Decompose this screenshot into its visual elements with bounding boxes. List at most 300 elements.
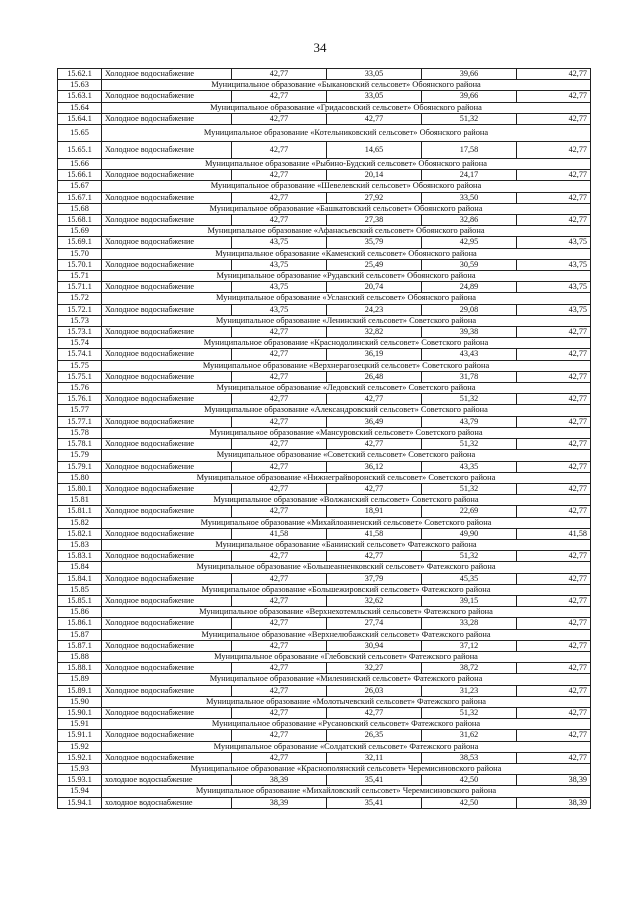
row-code: 15.89 [58, 674, 102, 685]
tariff-value: 42,77 [232, 685, 327, 696]
municipality-header-row [58, 248, 591, 259]
tariff-value: 41,58 [232, 528, 327, 539]
tariff-value: 20,74 [327, 282, 422, 293]
service-name: Холодное водоснабжение [102, 573, 232, 584]
table-row [58, 349, 591, 360]
municipality-title: Муниципальное образование «Мансуровский сельсовет» Советского района [102, 427, 591, 438]
municipality-header-row [58, 763, 591, 774]
municipality-header-row [58, 159, 591, 170]
tariff-value: 33,05 [327, 91, 422, 102]
municipality-title: Муниципальное образование «Михайлоанненский сельсовет» Советского района [102, 517, 591, 528]
row-code: 15.71 [58, 271, 102, 282]
service-name: Холодное водоснабжение [102, 730, 232, 741]
municipality-title: Муниципальное образование «Гридасовский сельсовет» Обоянского района [102, 102, 591, 113]
tariff-value: 42,77 [232, 707, 327, 718]
row-code: 15.64 [58, 102, 102, 113]
municipality-header-row [58, 271, 591, 282]
tariff-value: 42,77 [517, 215, 591, 226]
tariff-value: 42,77 [517, 506, 591, 517]
tariff-value: 42,77 [232, 573, 327, 584]
table-row [58, 113, 591, 124]
tariff-value: 27,38 [327, 215, 422, 226]
row-code: 15.90 [58, 696, 102, 707]
municipality-title: Муниципальное образование «Усланский сельсовет» Обоянского района [102, 293, 591, 304]
municipality-title: Муниципальное образование «Верхнерагозецкий сельсовет» Советского района [102, 360, 591, 371]
municipality-header-row [58, 383, 591, 394]
row-code: 15.65 [58, 125, 102, 142]
tariff-value: 42,50 [422, 775, 517, 786]
table-row [58, 416, 591, 427]
row-code: 15.94.1 [58, 797, 102, 808]
row-code: 15.67 [58, 181, 102, 192]
tariff-value: 38,39 [232, 775, 327, 786]
municipality-header-row [58, 607, 591, 618]
tariff-value: 42,77 [232, 416, 327, 427]
municipality-header-row [58, 495, 591, 506]
row-code: 15.72.1 [58, 304, 102, 315]
row-code: 15.73 [58, 315, 102, 326]
tariff-value: 33,50 [422, 192, 517, 203]
tariff-value: 42,77 [232, 730, 327, 741]
tariff-value: 43,35 [422, 461, 517, 472]
tariff-value: 35,41 [327, 775, 422, 786]
row-code: 15.71.1 [58, 282, 102, 293]
service-name: Холодное водоснабжение [102, 528, 232, 539]
tariff-value: 42,77 [232, 113, 327, 124]
municipality-header-row [58, 293, 591, 304]
service-name: Холодное водоснабжение [102, 69, 232, 80]
tariff-value: 27,92 [327, 192, 422, 203]
tariff-value: 36,12 [327, 461, 422, 472]
tariff-value: 42,50 [422, 797, 517, 808]
municipality-header-row [58, 786, 591, 797]
table-row [58, 170, 591, 181]
tariff-value: 42,77 [327, 483, 422, 494]
service-name: Холодное водоснабжение [102, 142, 232, 159]
tariff-value: 24,17 [422, 170, 517, 181]
table-row [58, 371, 591, 382]
municipality-title: Муниципальное образование «Ленинский сельсовет» Советского района [102, 315, 591, 326]
tariff-value: 49,90 [422, 528, 517, 539]
municipality-title: Муниципальное образование «Быкановский сельсовет» Обоянского района [102, 80, 591, 91]
municipality-header-row [58, 427, 591, 438]
municipality-title: Муниципальное образование «Краснополянский сельсовет» Черемисиновского района [102, 763, 591, 774]
municipality-header-row [58, 450, 591, 461]
tariff-value: 43,75 [517, 259, 591, 270]
row-code: 15.88.1 [58, 663, 102, 674]
service-name: Холодное водоснабжение [102, 237, 232, 248]
table-row [58, 775, 591, 786]
tariff-value: 31,62 [422, 730, 517, 741]
table-row [58, 215, 591, 226]
row-code: 15.63 [58, 80, 102, 91]
service-name: холодное водоснабжение [102, 797, 232, 808]
service-name: Холодное водоснабжение [102, 170, 232, 181]
municipality-header-row [58, 203, 591, 214]
tariff-value: 42,77 [232, 371, 327, 382]
tariff-value: 42,77 [517, 327, 591, 338]
row-code: 15.75.1 [58, 371, 102, 382]
tariff-value: 42,77 [232, 69, 327, 80]
tariff-value: 42,77 [327, 707, 422, 718]
tariff-value: 38,53 [422, 752, 517, 763]
municipality-title: Муниципальное образование «Котельниковский сельсовет» Обоянского района [102, 125, 591, 142]
service-name: Холодное водоснабжение [102, 752, 232, 763]
row-code: 15.94 [58, 786, 102, 797]
tariff-value: 32,11 [327, 752, 422, 763]
municipality-header-row [58, 472, 591, 483]
municipality-title: Муниципальное образование «Михайловский сельсовет» Черемисиновского района [102, 786, 591, 797]
municipality-header-row [58, 629, 591, 640]
service-name: Холодное водоснабжение [102, 461, 232, 472]
row-code: 15.70.1 [58, 259, 102, 270]
tariff-value: 32,86 [422, 215, 517, 226]
row-code: 15.91 [58, 719, 102, 730]
tariff-value: 42,77 [232, 439, 327, 450]
row-code: 15.84.1 [58, 573, 102, 584]
tariff-value: 33,28 [422, 618, 517, 629]
tariff-value: 30,59 [422, 259, 517, 270]
tariff-value: 26,35 [327, 730, 422, 741]
tariff-value: 42,77 [232, 394, 327, 405]
row-code: 15.68.1 [58, 215, 102, 226]
tariff-value: 39,66 [422, 91, 517, 102]
tariff-value: 42,77 [232, 551, 327, 562]
tariff-value: 42,77 [327, 113, 422, 124]
tariff-value: 37,12 [422, 640, 517, 651]
tariff-value: 29,08 [422, 304, 517, 315]
row-code: 15.79.1 [58, 461, 102, 472]
row-code: 15.68 [58, 203, 102, 214]
municipality-header-row [58, 562, 591, 573]
service-name: Холодное водоснабжение [102, 551, 232, 562]
row-code: 15.76.1 [58, 394, 102, 405]
table-row [58, 237, 591, 248]
tariff-value: 42,77 [517, 461, 591, 472]
tariff-value: 42,77 [517, 192, 591, 203]
municipality-header-row [58, 360, 591, 371]
tariff-value: 42,77 [232, 192, 327, 203]
tariff-value: 42,77 [517, 371, 591, 382]
municipality-header-row [58, 651, 591, 662]
service-name: Холодное водоснабжение [102, 192, 232, 203]
tariff-value: 42,77 [517, 91, 591, 102]
row-code: 15.78.1 [58, 439, 102, 450]
tariff-value: 42,77 [517, 349, 591, 360]
municipality-header-row [58, 338, 591, 349]
municipality-title: Муниципальное образование «Афанасьевский сельсовет» Обоянского района [102, 226, 591, 237]
municipality-title: Муниципальное образование «Большеанненковский сельсовет» Фатежского района [102, 562, 591, 573]
row-code: 15.70 [58, 248, 102, 259]
municipality-title: Муниципальное образование «Шевелевский сельсовет» Обоянского района [102, 181, 591, 192]
tariff-value: 42,77 [517, 752, 591, 763]
municipality-title: Муниципальное образование «Советский сельсовет» Советского района [102, 450, 591, 461]
municipality-title: Муниципальное образование «Александровский сельсовет» Советского района [102, 405, 591, 416]
row-code: 15.86.1 [58, 618, 102, 629]
table-row [58, 142, 591, 159]
municipality-header-row [58, 405, 591, 416]
row-code: 15.74.1 [58, 349, 102, 360]
tariff-value: 51,32 [422, 439, 517, 450]
tariff-value: 51,32 [422, 394, 517, 405]
table-row [58, 707, 591, 718]
table-row [58, 663, 591, 674]
row-code: 15.67.1 [58, 192, 102, 203]
tariff-value: 26,48 [327, 371, 422, 382]
tariff-value: 36,19 [327, 349, 422, 360]
municipality-title: Муниципальное образование «Молотычевский сельсовет» Фатежского района [102, 696, 591, 707]
tariff-value: 38,72 [422, 663, 517, 674]
tariff-value: 51,32 [422, 483, 517, 494]
row-code: 15.79 [58, 450, 102, 461]
row-code: 15.85.1 [58, 595, 102, 606]
municipality-title: Муниципальное образование «Нижнеграйворонский сельсовет» Советского района [102, 472, 591, 483]
table-row [58, 483, 591, 494]
tariff-value: 42,77 [517, 170, 591, 181]
tariff-value: 43,43 [422, 349, 517, 360]
tariff-value: 17,58 [422, 142, 517, 159]
service-name: Холодное водоснабжение [102, 327, 232, 338]
tariff-value: 43,75 [517, 282, 591, 293]
tariff-value: 42,77 [517, 483, 591, 494]
tariff-value: 42,77 [517, 595, 591, 606]
tariff-value: 42,77 [517, 685, 591, 696]
tariff-value: 42,77 [517, 730, 591, 741]
tariff-value: 51,32 [422, 113, 517, 124]
table-row [58, 573, 591, 584]
row-code: 15.69.1 [58, 237, 102, 248]
service-name: Холодное водоснабжение [102, 282, 232, 293]
row-code: 15.89.1 [58, 685, 102, 696]
tariff-value: 42,77 [232, 170, 327, 181]
municipality-header-row [58, 181, 591, 192]
service-name: Холодное водоснабжение [102, 595, 232, 606]
service-name: Холодное водоснабжение [102, 506, 232, 517]
service-name: Холодное водоснабжение [102, 91, 232, 102]
row-code: 15.73.1 [58, 327, 102, 338]
municipality-header-row [58, 696, 591, 707]
tariff-value: 18,91 [327, 506, 422, 517]
row-code: 15.91.1 [58, 730, 102, 741]
tariff-value: 42,77 [517, 551, 591, 562]
table-row [58, 595, 591, 606]
service-name: Холодное водоснабжение [102, 349, 232, 360]
tariff-value: 42,77 [517, 618, 591, 629]
municipality-title: Муниципальное образование «Ледовский сельсовет» Советского района [102, 383, 591, 394]
tariff-value: 42,77 [517, 640, 591, 651]
municipality-header-row [58, 674, 591, 685]
row-code: 15.81 [58, 495, 102, 506]
tariff-value: 42,77 [327, 551, 422, 562]
table-row [58, 797, 591, 808]
row-code: 15.80 [58, 472, 102, 483]
tariff-value: 32,27 [327, 663, 422, 674]
municipality-header-row [58, 102, 591, 113]
tariff-value: 38,39 [517, 775, 591, 786]
row-code: 15.92.1 [58, 752, 102, 763]
row-code: 15.66 [58, 159, 102, 170]
tariff-value: 43,75 [517, 237, 591, 248]
municipality-title: Муниципальное образование «Большежировский сельсовет» Фатежского района [102, 584, 591, 595]
municipality-header-row [58, 226, 591, 237]
tariff-value: 42,77 [517, 663, 591, 674]
table-row [58, 461, 591, 472]
tariff-value: 31,23 [422, 685, 517, 696]
table-row [58, 685, 591, 696]
tariff-table [57, 68, 591, 809]
tariff-value: 42,77 [232, 142, 327, 159]
tariff-value: 51,32 [422, 707, 517, 718]
municipality-title: Муниципальное образование «Русановский сельсовет» Фатежского района [102, 719, 591, 730]
tariff-value: 39,15 [422, 595, 517, 606]
row-code: 15.65.1 [58, 142, 102, 159]
service-name: Холодное водоснабжение [102, 394, 232, 405]
municipality-title: Муниципальное образование «Верхнелюбажский сельсовет» Фатежского района [102, 629, 591, 640]
table-row [58, 752, 591, 763]
service-name: Холодное водоснабжение [102, 215, 232, 226]
tariff-value: 42,77 [232, 618, 327, 629]
municipality-header-row [58, 584, 591, 595]
tariff-value: 43,75 [232, 259, 327, 270]
municipality-title: Муниципальное образование «Краснодолинский сельсовет» Советского района [102, 338, 591, 349]
tariff-value: 42,77 [517, 416, 591, 427]
tariff-value: 42,77 [232, 506, 327, 517]
row-code: 15.78 [58, 427, 102, 438]
tariff-value: 38,39 [232, 797, 327, 808]
row-code: 15.90.1 [58, 707, 102, 718]
row-code: 15.81.1 [58, 506, 102, 517]
service-name: Холодное водоснабжение [102, 113, 232, 124]
service-name: Холодное водоснабжение [102, 685, 232, 696]
tariff-value: 35,41 [327, 797, 422, 808]
service-name: Холодное водоснабжение [102, 304, 232, 315]
table-row [58, 91, 591, 102]
table-row [58, 528, 591, 539]
table-row [58, 259, 591, 270]
tariff-value: 35,79 [327, 237, 422, 248]
service-name: Холодное водоснабжение [102, 259, 232, 270]
tariff-value: 39,66 [422, 69, 517, 80]
row-code: 15.86 [58, 607, 102, 618]
tariff-value: 43,75 [232, 304, 327, 315]
municipality-header-row [58, 517, 591, 528]
municipality-title: Муниципальное образование «Рыбино-Будский сельсовет» Обоянского района [102, 159, 591, 170]
tariff-value: 32,62 [327, 595, 422, 606]
table-row [58, 439, 591, 450]
tariff-value: 42,77 [517, 113, 591, 124]
tariff-value: 22,69 [422, 506, 517, 517]
service-name: Холодное водоснабжение [102, 618, 232, 629]
table-row [58, 394, 591, 405]
tariff-value: 42,95 [422, 237, 517, 248]
tariff-value: 45,35 [422, 573, 517, 584]
row-code: 15.80.1 [58, 483, 102, 494]
row-code: 15.93 [58, 763, 102, 774]
tariff-value: 37,79 [327, 573, 422, 584]
row-code: 15.75 [58, 360, 102, 371]
municipality-title: Муниципальное образование «Миленинский сельсовет» Фатежского района [102, 674, 591, 685]
tariff-value: 43,75 [517, 304, 591, 315]
tariff-value: 42,77 [232, 752, 327, 763]
table-row [58, 327, 591, 338]
tariff-value: 42,77 [327, 439, 422, 450]
tariff-value: 33,05 [327, 69, 422, 80]
row-code: 15.62.1 [58, 69, 102, 80]
tariff-value: 43,75 [232, 237, 327, 248]
municipality-title: Муниципальное образование «Банинский сельсовет» Фатежского района [102, 539, 591, 550]
municipality-title: Муниципальное образование «Солдатский сельсовет» Фатежского района [102, 741, 591, 752]
row-code: 15.87 [58, 629, 102, 640]
tariff-value: 38,39 [517, 797, 591, 808]
tariff-value: 42,77 [517, 69, 591, 80]
table-row [58, 192, 591, 203]
tariff-value: 42,77 [517, 573, 591, 584]
tariff-value: 42,77 [232, 91, 327, 102]
tariff-value: 41,58 [517, 528, 591, 539]
tariff-value: 42,77 [327, 394, 422, 405]
service-name: Холодное водоснабжение [102, 663, 232, 674]
tariff-value: 51,32 [422, 551, 517, 562]
municipality-title: Муниципальное образование «Глебовский сельсовет» Фатежского района [102, 651, 591, 662]
row-code: 15.88 [58, 651, 102, 662]
tariff-value: 39,38 [422, 327, 517, 338]
tariff-value: 24,23 [327, 304, 422, 315]
tariff-value: 42,77 [232, 349, 327, 360]
tariff-value: 32,82 [327, 327, 422, 338]
row-code: 15.82.1 [58, 528, 102, 539]
service-name: холодное водоснабжение [102, 775, 232, 786]
table-row [58, 618, 591, 629]
row-code: 15.77 [58, 405, 102, 416]
municipality-title: Муниципальное образование «Рудавский сельсовет» Обоянского района [102, 271, 591, 282]
tariff-value: 25,49 [327, 259, 422, 270]
table-row [58, 304, 591, 315]
tariff-value: 31,78 [422, 371, 517, 382]
tariff-value: 42,77 [232, 483, 327, 494]
page-number: 34 [313, 40, 327, 55]
tariff-value: 42,77 [517, 394, 591, 405]
row-code: 15.66.1 [58, 170, 102, 181]
table-row [58, 551, 591, 562]
tariff-value: 42,77 [232, 640, 327, 651]
row-code: 15.77.1 [58, 416, 102, 427]
municipality-title: Муниципальное образование «Волжанский сельсовет» Советского района [102, 495, 591, 506]
row-code: 15.93.1 [58, 775, 102, 786]
municipality-header-row [58, 719, 591, 730]
municipality-header-row [58, 80, 591, 91]
tariff-value: 26,03 [327, 685, 422, 696]
row-code: 15.74 [58, 338, 102, 349]
row-code: 15.92 [58, 741, 102, 752]
tariff-value: 41,58 [327, 528, 422, 539]
row-code: 15.84 [58, 562, 102, 573]
municipality-header-row [58, 125, 591, 142]
tariff-value: 14,65 [327, 142, 422, 159]
service-name: Холодное водоснабжение [102, 483, 232, 494]
row-code: 15.83 [58, 539, 102, 550]
table-row [58, 282, 591, 293]
tariff-value: 20,14 [327, 170, 422, 181]
row-code: 15.64.1 [58, 113, 102, 124]
tariff-value: 27,74 [327, 618, 422, 629]
table-row [58, 640, 591, 651]
service-name: Холодное водоснабжение [102, 439, 232, 450]
table-row [58, 730, 591, 741]
tariff-value: 42,77 [232, 595, 327, 606]
tariff-value: 42,77 [232, 215, 327, 226]
row-code: 15.87.1 [58, 640, 102, 651]
row-code: 15.72 [58, 293, 102, 304]
